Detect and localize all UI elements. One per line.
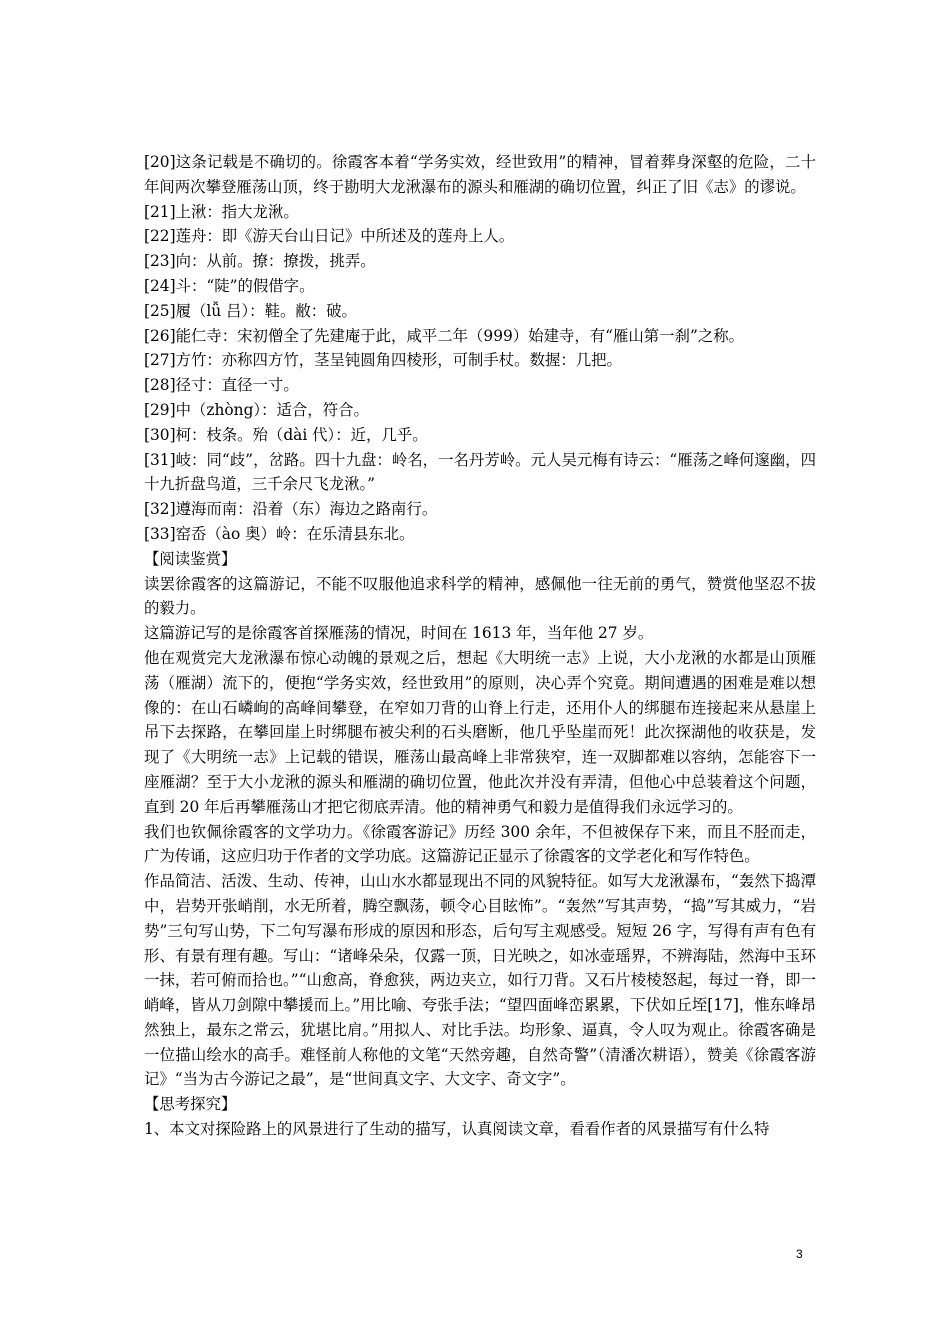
paragraph: 读罢徐霞客的这篇游记，不能不叹服他追求科学的精神，感佩他一往无前的勇气，赞赏他坚忍不拔的毅力。 [144, 574, 816, 618]
page-number: 3 [796, 1247, 803, 1261]
section-heading-thinking: 【思考探究】 [144, 1095, 237, 1114]
question-1: 1、本文对探险路上的风景进行了生动的描写，认真阅读文章，看看作者的风景描写有什么特 [144, 1120, 770, 1139]
note-25: [25]履（lǚ 吕）：鞋。敝：破。 [144, 301, 357, 320]
note-23: [23]向：从前。撩：撩拨，挑弄。 [144, 252, 376, 271]
note-26: [26]能仁寺：宋初僧全了先建庵于此，咸平二年（999）始建寺，有“雁山第一刹”之称。 [144, 326, 744, 345]
note-29: [29]中（zhòng）：适合，符合。 [144, 400, 369, 419]
note-22: [22]莲舟：即《游天台山日记》中所述及的莲舟上人。 [144, 227, 515, 246]
note-30: [30]柯：枝条。殆（dài 代）：近，几乎。 [144, 425, 428, 444]
body-text [144, 150, 816, 1142]
note-31: [31]岐：同“歧”，岔路。四十九盘：岭名，一名丹芳岭。元人吴元梅有诗云：“雁荡之峰何邃幽，四十九折盘鸟道，三千余尺飞龙湫。” [144, 450, 816, 494]
section-heading-reading: 【阅读鉴赏】 [144, 549, 237, 568]
note-28: [28]径寸：直径一寸。 [144, 376, 299, 395]
paragraph: 他在观赏完大龙湫瀑布惊心动魄的景观之后，想起《大明统一志》上说，大小龙湫的水都是山顶雁荡（雁湖）流下的，便抱“学务实效，经世致用”的原则，决心弄个究竟。期间遭遇的困难是难以想像的：在山石嶙峋的高峰间攀登，在窄如刀背的山脊上行走，还用仆人的绑腿布连接起来从悬崖上吊下去探路，在攀回崖上时绑腿布被尖利的石头磨断，他几乎坠崖而死！此次探湖他的收获是，发现了《大明统一志》上记载的错误，雁荡山最高峰上非常狭窄，连一双脚都难以容纳，怎能容下一座雁湖？至于大小龙湫的源头和雁湖的确切位置，他此次并没有弄清，但他心中总装着这个问题，直到 20 年后再攀雁荡山才把它彻底弄清。他的精神勇气和毅力是值得我们永远学习的。 [144, 648, 816, 816]
note-20: [20]这条记载是不确切的。徐霞客本着“学务实效，经世致用”的精神，冒着葬身深壑的危险，二十年间两次攀登雁荡山顶，终于勘明大龙湫瀑布的源头和雁湖的确切位置，纠正了旧《志》的谬说。 [144, 153, 816, 196]
paragraph: 作品简洁、活泼、生动、传神，山山水水都显现出不同的风貌特征。如写大龙湫瀑布，“轰然下捣潭中，岩势开张峭削，水无所着，腾空飘荡，顿令心目眩怖”。“轰然”写其声势，“捣”写其威力，“岩势”三句写山势，下二句写瀑布形成的原因和形态，后句写主观感受。短短 26 字，写得有声有色有形、有景有理有趣。写山：“诸峰朵朵，仅露一顶，日光映之，如冰壶瑶界，不辨海陆，然海中玉环一抹，若可俯而拾也。”“山愈高，脊愈狭，两边夹立，如行刀背。又石片棱棱怒起，每过一脊，即一峭峰，皆从刀剑隙中攀援而上。”用比喻、夸张手法；“望四面峰峦累累，下伏如丘垤[17]，惟东峰昂然独上，最东之常云，犹堪比肩。”用拟人、对比手法。均形象、逼真，令人叹为观止。徐霞客确是一位描山绘水的高手。难怪前人称他的文笔“天然旁趣，自然奇警”（清潘次耕语），赞美《徐霞客游记》“当为古今游记之最”，是“世间真文字、大文字、奇文字”。 [144, 872, 816, 1089]
paragraph: 这篇游记写的是徐霞客首探雁荡的情况，时间在 1613 年，当年他 27 岁。 [144, 624, 654, 643]
note-24: [24]斗：“陡”的假借字。 [144, 276, 315, 295]
note-33: [33]窑岙（ào 奥）岭：在乐清县东北。 [144, 524, 415, 543]
note-27: [27]方竹：亦称四方竹，茎呈钝圆角四棱形，可制手杖。数握：几把。 [144, 351, 622, 370]
note-32: [32]遵海而南：沿着（东）海边之路南行。 [144, 500, 438, 519]
note-21: [21]上湫：指大龙湫。 [144, 202, 299, 221]
paragraph: 我们也钦佩徐霞客的文学功力。《徐霞客游记》历经 300 余年，不但被保存下来，而且不胫而走，广为传诵，这应归功于作者的文学功底。这篇游记正显示了徐霞客的文学老化和写作特色。 [144, 822, 816, 866]
